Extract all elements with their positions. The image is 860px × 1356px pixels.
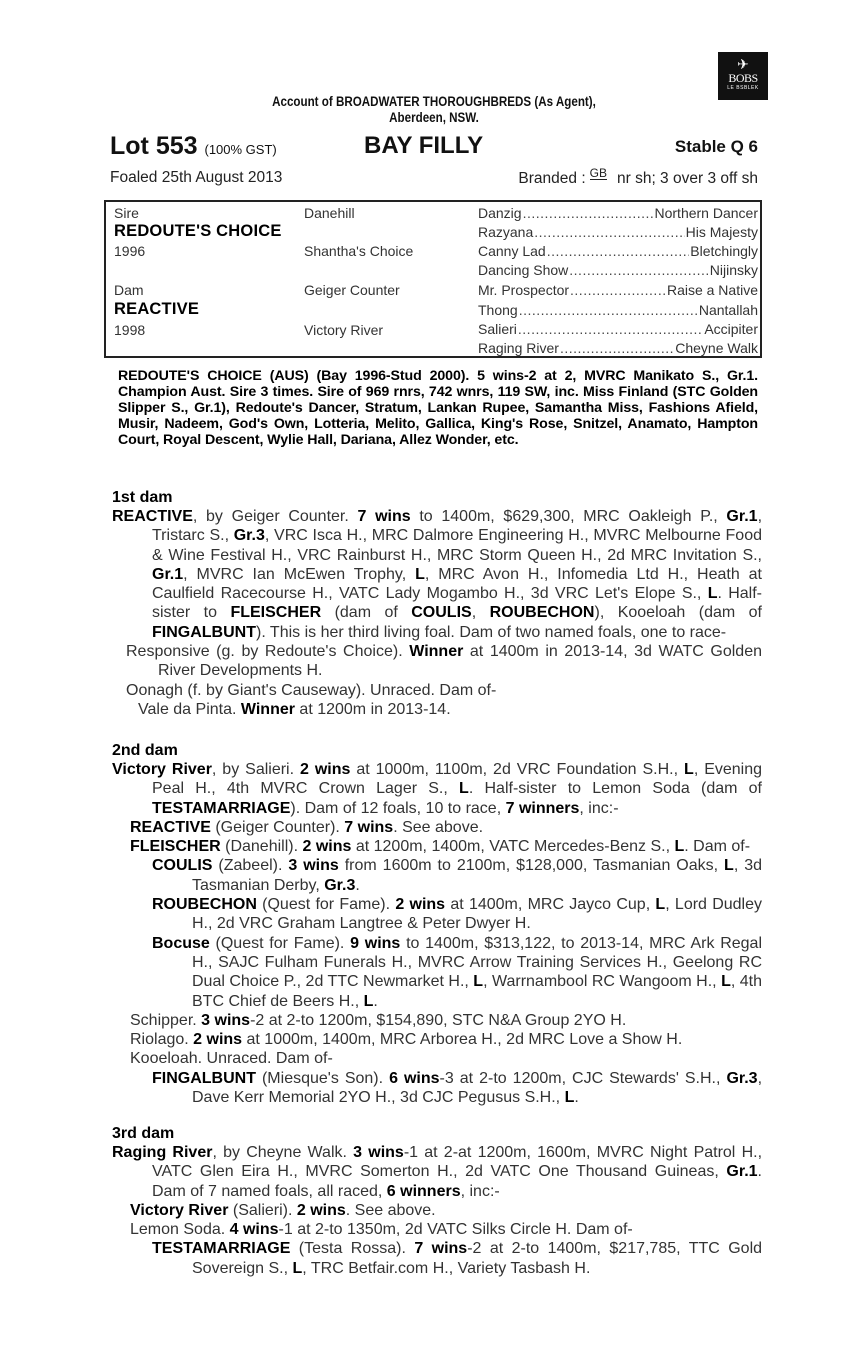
record-text: (Quest for Fame). — [256, 896, 396, 914]
record-text: -2 at 2-to 1200m, $154,890, STC N&A Group 2YO H. — [250, 1011, 627, 1029]
dot-leader — [560, 339, 674, 357]
record-text: (dam of — [321, 604, 412, 622]
ancestor-right: Bletchingly — [690, 243, 758, 259]
ancestor-row — [478, 261, 758, 279]
dam-dam: Victory River — [304, 322, 384, 338]
bold-text: L — [724, 857, 734, 875]
record-text: (Quest for Fame). — [209, 934, 351, 952]
record-text: at 1200m, 1400m, VATC Mercedes-Benz S., — [351, 838, 675, 856]
record-text: , 3d Tasmanian Derby, — [192, 857, 762, 894]
stable-location: Stable Q 6 — [674, 137, 758, 156]
record-text: . See above. — [393, 818, 484, 836]
progeny-record — [112, 1201, 762, 1220]
record-text: -3 at 2-to 1200m, CJC Stewards' S.H., — [439, 1069, 727, 1087]
record-text: , inc:- — [579, 799, 619, 817]
second-dam-section — [112, 741, 762, 1107]
bold-text: Bocuse — [152, 934, 210, 952]
bobs-logo — [718, 52, 768, 100]
brand-info — [518, 167, 758, 190]
ancestor-left: Canny Lad — [478, 243, 546, 259]
record-text: Responsive (g. by Redoute's Choice). — [126, 643, 410, 661]
lot-header — [104, 131, 764, 161]
vendor-account — [150, 94, 718, 126]
record-text: , 4th BTC Chief de Beers H., — [192, 973, 762, 1010]
bold-text: Winner — [409, 643, 464, 661]
ancestor-right: Nijinsky — [709, 262, 758, 278]
ancestor-left: Salieri — [478, 321, 517, 337]
bold-text: Raging River — [112, 1144, 213, 1161]
record-text: , Evening Peal H., 4th MVRC Crown Lager S., — [152, 761, 763, 798]
dam-name: REACTIVE — [114, 300, 200, 318]
bold-text: FINGALBUNT — [152, 623, 256, 641]
record-text: to 1400m, $629,300, MRC Oakleigh P., — [410, 508, 727, 525]
record-text: , Lord Dudley H., 2d VRC Graham Langtree & Peter Dwyer H. — [192, 896, 763, 933]
progeny-record — [112, 934, 762, 1011]
bold-text: 2 wins — [193, 1031, 243, 1049]
record-text: Riolago. — [130, 1031, 194, 1049]
sire-dam: Shantha's Choice — [304, 243, 414, 259]
foal-record — [112, 700, 762, 719]
bold-text: L — [684, 761, 694, 778]
branded-label: Branded : — [518, 170, 586, 187]
record-text: -1 at 2-to 1350m, 2d VATC Silks Circle H. Dam of- — [278, 1221, 633, 1239]
bold-text: Gr.3 — [726, 1069, 758, 1087]
bold-text: L — [674, 838, 685, 856]
record-text: Kooeloah. Unraced. Dam of- — [130, 1050, 333, 1068]
bold-text: TESTAMARRIAGE — [152, 1240, 291, 1258]
record-text: Oonagh (f. by Giant's Causeway). Unraced. Dam of- — [126, 681, 497, 699]
record-text: at 1200m in 2013-14. — [294, 700, 451, 718]
bold-text: TESTAMARRIAGE — [152, 799, 291, 817]
ancestor-row — [478, 223, 758, 241]
dot-leader — [518, 320, 703, 338]
record-text: at 1400m in 2013-14, 3d WATC Golden River Developments H. — [158, 643, 762, 680]
record-text: -1 at 2-at 1200m, 1600m, MVRC Night Patrol H., VATC Glen Eira H., MVRC Somerton H., 2d VATC One Thousand Guineas, — [152, 1144, 763, 1181]
record-text: Lemon Soda. — [130, 1221, 230, 1239]
record-text: , VRC Isca H., MRC Dalmore Engineering H., MVRC Melbourne Food & Wine Festival H., VRC Rainburst H., MRC Storm Queen H., 2d MRC Invitation S., — [152, 527, 762, 564]
gst-note: (100% GST) — [204, 142, 277, 157]
progeny-record — [112, 1049, 762, 1068]
ancestor-left: Mr. Prospector — [478, 282, 570, 298]
horse-description: BAY FILLY — [364, 132, 484, 159]
brand-mark-icon: GB — [589, 166, 607, 180]
record-text: . — [574, 1089, 579, 1107]
record-text: (Zabeel). — [212, 857, 289, 875]
pedigree-table — [104, 200, 762, 358]
bold-text: L — [564, 1089, 575, 1107]
progeny-record — [112, 1239, 762, 1278]
foal-record — [112, 681, 762, 700]
ancestor-right: Nantallah — [698, 302, 758, 318]
bold-text: Winner — [240, 700, 295, 718]
sire-name: REDOUTE'S CHOICE — [114, 222, 282, 240]
bold-text: Victory River — [130, 1201, 229, 1219]
record-text: . Dam of- — [684, 838, 751, 856]
foal-info — [104, 167, 764, 189]
record-text: (Testa Rossa). — [290, 1240, 415, 1258]
bold-text: 2 wins — [300, 761, 351, 778]
bold-text: L — [707, 585, 718, 603]
logo-subtitle: LE BSBLEK — [727, 85, 759, 91]
ancestor-row — [478, 301, 758, 319]
record-text: Vale da Pinta. — [138, 700, 241, 718]
ancestor-left: Danzig — [478, 205, 522, 221]
ancestor-left: Razyana — [478, 224, 534, 240]
record-text: , Dave Kerr Memorial 2YO H., 3d CJC Pegusus S.H., — [192, 1069, 763, 1107]
ancestor-left: Raging River — [478, 340, 559, 356]
bold-text: 6 wins — [389, 1069, 440, 1087]
logo-name: BOBS — [728, 71, 758, 85]
ancestor-row — [478, 281, 758, 299]
bold-text: COULIS — [152, 857, 213, 875]
bold-text: Gr.3 — [233, 527, 265, 545]
progeny-record — [112, 1069, 762, 1108]
bold-text: 2 wins — [395, 896, 446, 914]
sire-label: Sire — [114, 205, 139, 221]
dot-leader — [534, 223, 684, 241]
sire-sire: Danehill — [304, 205, 355, 221]
record-text: . — [355, 876, 360, 894]
dot-leader — [570, 281, 666, 299]
progeny-record — [112, 837, 762, 856]
section-heading: 2nd dam — [112, 742, 178, 759]
dam-label: Dam — [114, 282, 144, 298]
record-text: ), Kooeloah (dam of — [594, 604, 762, 622]
record-text: , TRC Betfair.com H., Variety Tasbash H. — [302, 1259, 591, 1277]
dam-record — [112, 1143, 762, 1201]
ancestor-right: Accipiter — [704, 321, 758, 337]
record-text: , Tristarc S., — [152, 508, 763, 545]
section-heading: 1st dam — [112, 489, 173, 506]
bold-text: L — [459, 780, 469, 798]
bold-text: 2 wins — [296, 1201, 346, 1219]
bold-text: 7 winners — [505, 799, 580, 817]
bold-text: 9 wins — [350, 934, 401, 952]
bold-text: COULIS — [411, 604, 472, 622]
bold-text: 7 wins — [344, 818, 394, 836]
record-text: to 1400m, $313,122, to 2013-14, MRC Ark Regal H., SAJC Fulham Funerals H., MVRC Arrow Training Services H., Geelong RC Dual Choice P., 2d TTC Newmarket H., — [192, 934, 763, 991]
bold-text: L — [721, 973, 731, 991]
dot-leader — [569, 261, 708, 279]
record-text: . Dam of 7 named foals, all raced, — [152, 1163, 762, 1200]
record-text: , by Geiger Counter. — [192, 508, 358, 525]
ancestor-row — [478, 339, 758, 357]
record-text: ). Dam of 12 foals, 10 to race, — [290, 799, 506, 817]
bold-text: L — [655, 896, 666, 914]
ancestor-row — [478, 320, 758, 338]
brand-detail: nr sh; 3 over 3 off sh — [616, 170, 758, 187]
ancestor-right: Raise a Native — [666, 282, 758, 298]
record-text: , — [471, 604, 490, 622]
record-text: . Half-sister to Lemon Soda (dam of — [468, 780, 762, 798]
sire-year: 1996 — [114, 243, 146, 259]
bold-text: 4 wins — [229, 1221, 279, 1239]
dam-year: 1998 — [114, 322, 146, 338]
dam-record — [112, 760, 762, 818]
foal-record — [112, 642, 762, 681]
bold-text: L — [292, 1259, 303, 1277]
record-text: , Warrnambool RC Wangoom H., — [483, 973, 722, 991]
ancestor-left: Dancing Show — [478, 262, 569, 278]
ancestor-row — [478, 242, 758, 260]
record-text: Schipper. — [130, 1011, 202, 1029]
record-text: , by Cheyne Walk. — [212, 1144, 354, 1161]
ancestor-right: Cheyne Walk — [675, 340, 758, 356]
lot-number — [110, 131, 277, 165]
bold-text: FLEISCHER — [130, 838, 221, 856]
bold-text: Gr.1 — [152, 565, 184, 583]
bold-text: L — [415, 565, 425, 583]
record-text: at 1400m, MRC Jayco Cup, — [445, 896, 656, 914]
bold-text: 7 wins — [357, 508, 411, 525]
dot-leader — [519, 301, 698, 319]
progeny-record — [112, 1011, 762, 1030]
record-text: . Half-sister to — [152, 585, 762, 622]
dot-leader — [523, 204, 654, 222]
bold-text: REACTIVE — [130, 818, 211, 836]
ancestor-row — [478, 204, 758, 222]
bold-text: FLEISCHER — [230, 604, 322, 622]
record-text: (Danehill). — [220, 838, 303, 856]
ancestor-right: Northern Dancer — [654, 205, 758, 221]
progeny-record — [112, 895, 762, 934]
record-text: (Miesque's Son). — [255, 1069, 390, 1087]
record-text: , inc:- — [460, 1182, 500, 1200]
foaled-date: Foaled 25th August 2013 — [110, 169, 283, 186]
record-text: . See above. — [345, 1201, 436, 1219]
record-text: , by Salieri. — [211, 761, 300, 778]
bold-text: 6 winners — [386, 1182, 461, 1200]
record-text: (Salieri). — [228, 1201, 297, 1219]
record-text: from 1600m to 2100m, $128,000, Tasmanian Oaks, — [338, 857, 725, 875]
record-text: -2 at 2-to 1400m, $217,785, TTC Gold Sovereign S., — [192, 1240, 763, 1277]
lot-label: Lot 553 — [110, 132, 198, 160]
section-heading: 3rd dam — [112, 1125, 175, 1142]
record-text: (Geiger Counter). — [210, 818, 345, 836]
bold-text: FINGALBUNT — [152, 1069, 256, 1087]
bold-text: ROUBECHON — [152, 896, 257, 914]
progeny-record — [112, 1220, 762, 1239]
third-dam-section — [112, 1124, 762, 1278]
horse-bird-icon: ✈ — [737, 56, 749, 72]
record-text: ). This is her third living foal. Dam of two named foals, one to race- — [255, 623, 727, 641]
record-text: at 1000m, 1100m, 2d VRC Foundation S.H., — [350, 761, 685, 778]
horse-name: REACTIVE — [112, 508, 193, 525]
bold-text: ROUBECHON — [489, 604, 595, 622]
bold-text: 7 wins — [414, 1240, 468, 1258]
bold-text: L — [473, 973, 484, 991]
progeny-record — [112, 1030, 762, 1049]
progeny-record — [112, 856, 762, 895]
dam-record — [112, 507, 762, 642]
bold-text: 3 wins — [201, 1011, 251, 1029]
record-text: , MVRC Ian McEwen Trophy, — [183, 565, 416, 583]
ancestor-left: Thong — [478, 302, 518, 318]
ancestor-right: His Majesty — [685, 224, 758, 240]
vendor-line-2: Aberdeen, NSW. — [389, 110, 479, 125]
bold-text: Victory River — [112, 761, 212, 778]
progeny-record — [112, 818, 762, 837]
record-text: . — [373, 992, 378, 1010]
record-text: , MRC Avon H., Infomedia Ltd H., Heath at Caulfield Racecourse H., VATC Lady Mogambo H., 3d VRC Let's Elope S., — [152, 565, 763, 603]
sire-summary: REDOUTE'S CHOICE (AUS) (Bay 1996-Stud 2000). 5 wins-2 at 2, MVRC Manikato S., Gr.1. Champion Aust. Sire 3 times. Sire of 969 rnrs, 742 wnrs, 119 SW, inc. Miss Finland (STC Golden Slipper S., Gr.1), Redoute's Dancer, Stratum, Lankan Rupee, Samantha Miss, Fashions Afield, Musir, Nadeem, God's Own, Lotteria, Melito, Gallica, King's Rose, Snitzel, Anamato, Hampton Court, Royal Descent, Wylie Hall, Dariana, Allez Wonder, etc. — [118, 368, 758, 448]
bold-text: 3 wins — [353, 1144, 404, 1161]
bold-text: 3 wins — [288, 857, 339, 875]
vendor-line-1: Account of BROADWATER THOROUGHBREDS (As Agent), — [272, 94, 596, 109]
bold-text: Gr.1 — [726, 508, 758, 525]
first-dam-section — [112, 488, 762, 719]
bold-text: Gr.3 — [324, 876, 356, 894]
record-text: at 1000m, 1400m, MRC Arborea H., 2d MRC Love a Show H. — [242, 1031, 683, 1049]
bold-text: Gr.1 — [726, 1163, 758, 1181]
bold-text: L — [363, 992, 374, 1010]
bold-text: 2 wins — [302, 838, 352, 856]
dam-sire: Geiger Counter — [304, 282, 400, 298]
dot-leader — [547, 242, 690, 260]
